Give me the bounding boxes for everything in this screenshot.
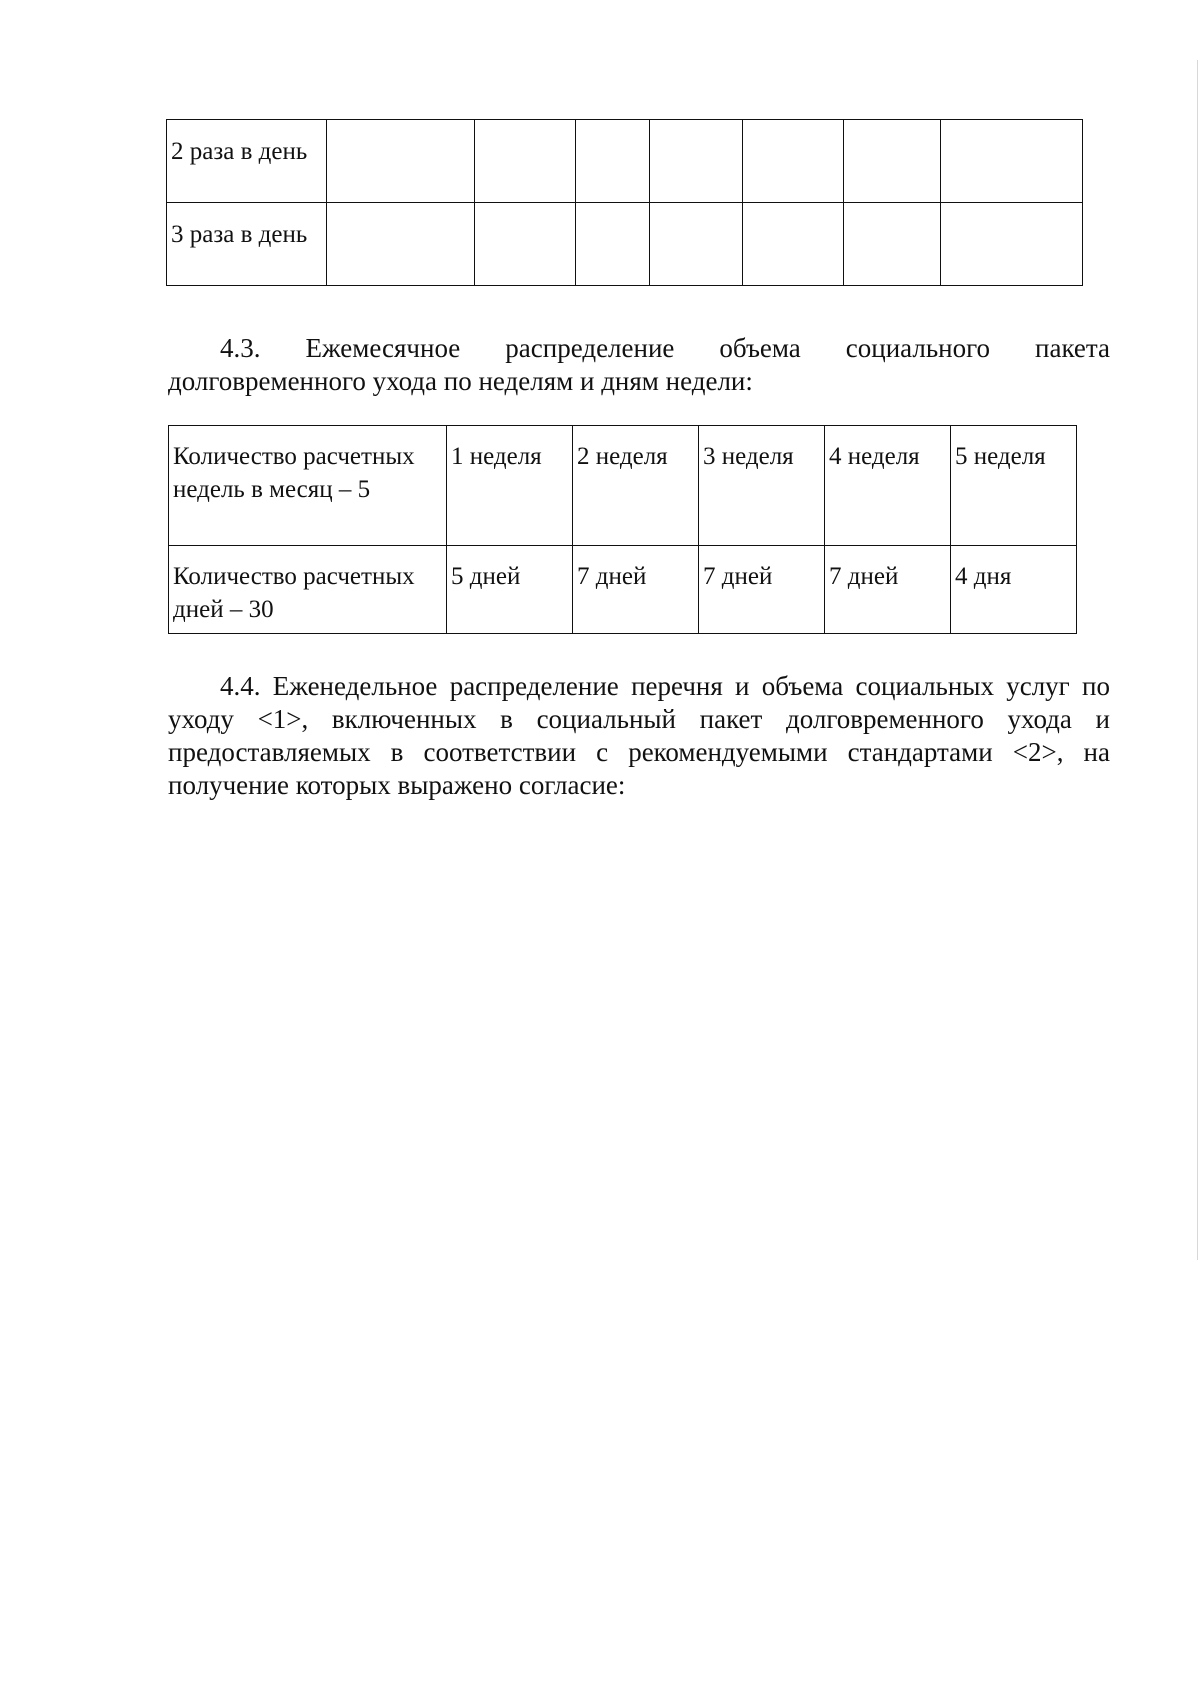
table-cell <box>576 203 650 286</box>
table-row <box>167 203 1083 286</box>
table-cell: 3 неделя <box>699 426 825 546</box>
table-cell <box>475 120 576 203</box>
table-cell: 4 дня <box>951 546 1077 634</box>
table-cell <box>576 120 650 203</box>
section-number: 4.3. <box>220 333 261 363</box>
table-cell <box>941 120 1083 203</box>
table-row <box>169 546 1077 634</box>
frequency-table <box>166 119 1083 286</box>
table-cell: 7 дней <box>573 546 699 634</box>
table-cell: 7 дней <box>825 546 951 634</box>
weekly-distribution-table <box>168 425 1077 634</box>
table-cell <box>327 203 475 286</box>
row-label: 3 раза в день <box>167 203 327 286</box>
table-cell <box>327 120 475 203</box>
table-cell <box>844 120 941 203</box>
table-cell <box>650 203 743 286</box>
section-text: Ежемесячное распределение объема социального пакета долговременного ухода по неделям и дням недели: <box>168 333 1111 396</box>
row-label: 2 раза в день <box>167 120 327 203</box>
row-label: Количество расчетных недель в месяц – 5 <box>169 426 447 546</box>
table-cell <box>743 120 844 203</box>
table-cell <box>475 203 576 286</box>
table-cell: 5 дней <box>447 546 573 634</box>
section-4-4-paragraph <box>168 670 1110 802</box>
table-cell <box>941 203 1083 286</box>
table-cell <box>650 120 743 203</box>
table-cell: 5 неделя <box>951 426 1077 546</box>
indent-spacer <box>168 671 220 701</box>
table-row <box>169 426 1077 546</box>
table-cell: 7 дней <box>699 546 825 634</box>
section-text: 4.4. Еженедельное распределение перечня и объема социальных услуг по уходу <1>, включенных в социальный пакет долговременного ухода и предоставляемых в соответствии с рекомендуемыми стандартами <2>, на получение которых выражено согласие: <box>168 671 1110 800</box>
section-4-3-paragraph <box>168 332 1110 398</box>
table-row <box>167 120 1083 203</box>
table-cell: 2 неделя <box>573 426 699 546</box>
table-cell <box>743 203 844 286</box>
row-label: Количество расчетных дней – 30 <box>169 546 447 634</box>
table-cell: 4 неделя <box>825 426 951 546</box>
page-edge-shadow <box>1197 60 1198 1260</box>
table-cell: 1 неделя <box>447 426 573 546</box>
table-cell <box>844 203 941 286</box>
